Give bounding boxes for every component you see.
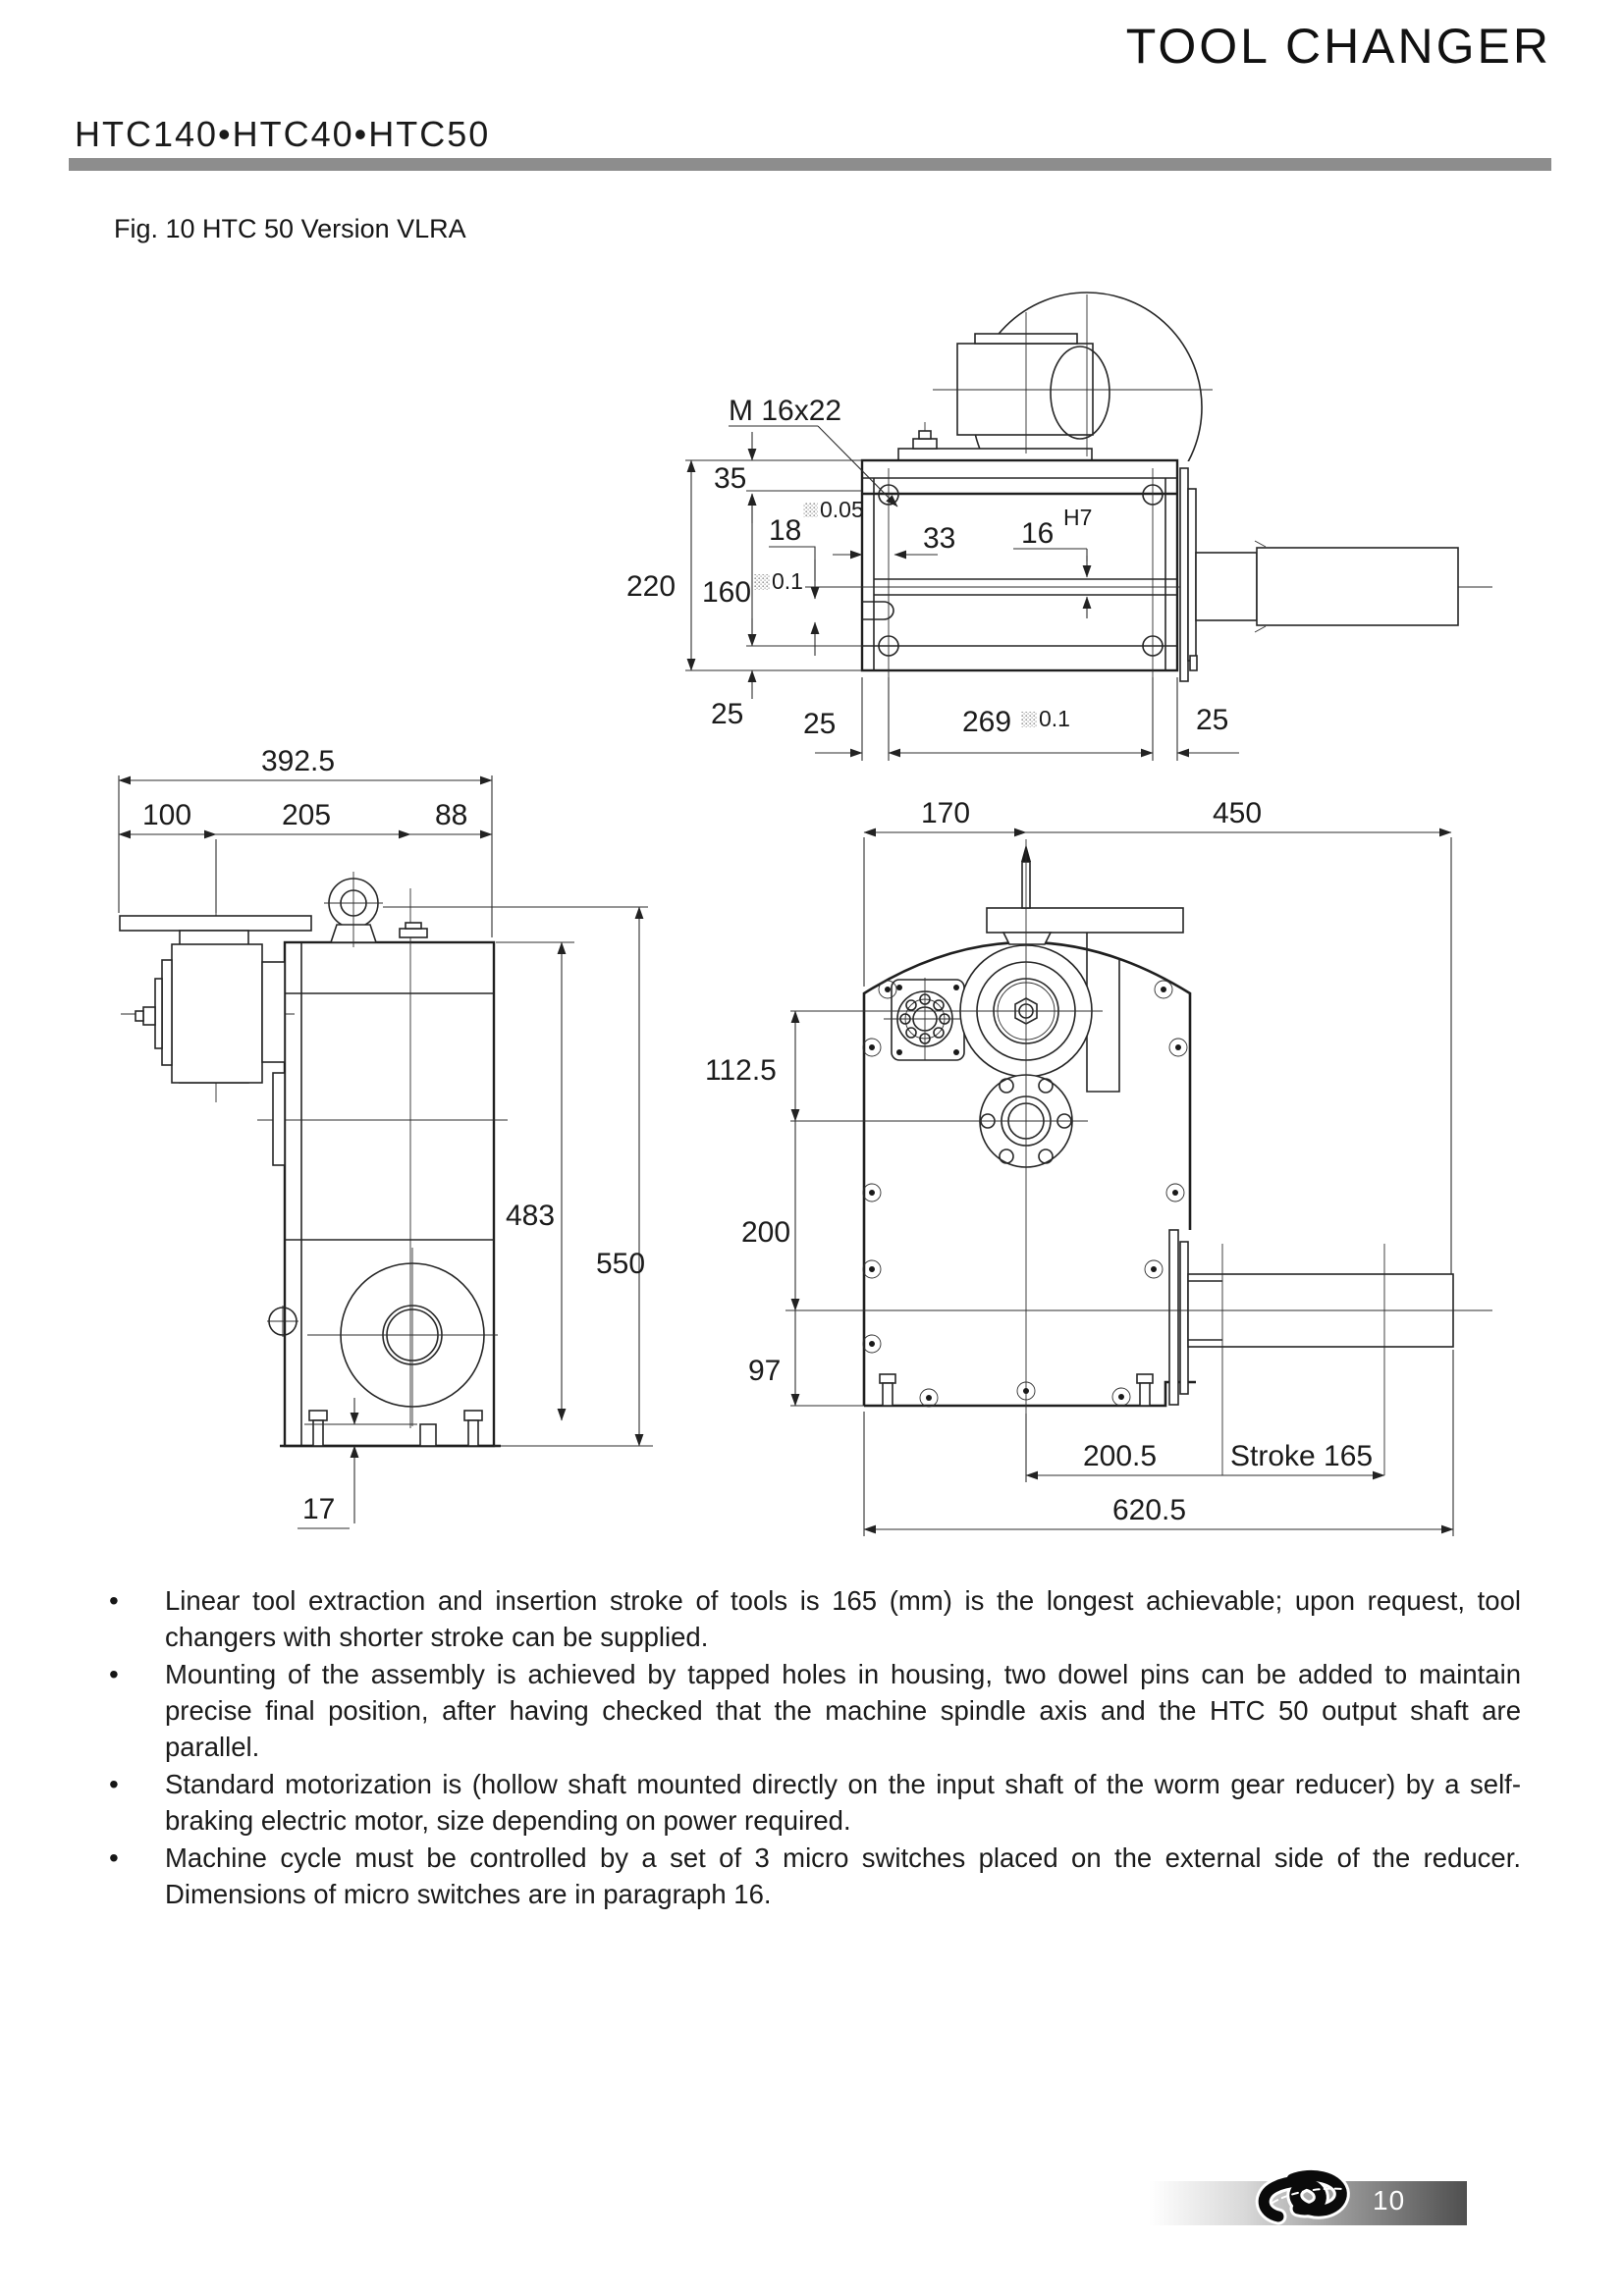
company-logo-icon [1249,2160,1359,2234]
dim-483: 483 [506,1200,556,1232]
dim-269: 269 [962,706,1012,738]
note-text-1: Linear tool extraction and insertion stroke of tools is 165 (mm) is the longest achievable; upon request, tool changers with shorter stroke can be supplied. [165,1585,1521,1652]
view-top [626,293,1492,761]
dim-112: 112.5 [705,1054,777,1087]
dim-269-tol: 0.1 [1039,706,1070,731]
dim-205: 205 [282,799,332,831]
view-side [119,745,653,1528]
dim-25-left: 25 [803,708,837,740]
dim-18: 18 [769,514,802,547]
dim-100: 100 [142,799,192,831]
dim-25-right: 25 [1196,704,1229,736]
note-text-4: Machine cycle must be controlled by a set of 3 micro switches placed on the external side of the reducer. Dimensions of micro switches are in paragraph 16. [165,1842,1521,1909]
bullet-dot: • [109,1585,119,1616]
figure-caption: Fig. 10 HTC 50 Version VLRA [114,214,466,243]
dim-2005: 200.5 [1083,1440,1158,1472]
dim-97: 97 [748,1355,782,1387]
dim-170: 170 [921,797,971,829]
dim-200: 200 [741,1216,791,1249]
dim-33: 33 [923,522,956,555]
bullet-dot: • [109,1659,119,1689]
note-item-2 [101,1656,1521,1765]
bullet-dot: • [109,1769,119,1799]
dim-6205: 620.5 [1112,1494,1187,1526]
notes-list [101,1582,1521,1913]
view-front [705,797,1492,1536]
dim-16-fit: H7 [1063,505,1093,530]
dim-35: 35 [714,462,747,495]
dim-160-tol: 0.1 [772,568,803,594]
model-list: HTC140•HTC40•HTC50 [75,114,491,154]
page-title: TOOL CHANGER [1125,19,1551,74]
dim-160: 160 [702,576,752,609]
note-item-4 [101,1840,1521,1912]
dim-18-tol: 0.05 [820,497,864,522]
dim-16: 16 [1021,517,1055,550]
page-number: 10 [1373,2185,1406,2216]
note-text-2: Mounting of the assembly is achieved by tapped holes in housing, two dowel pins can be added to maintain precise final position, after having checked that the machine spindle axis and the HTC 50 output shaft are parallel. [165,1659,1521,1762]
dim-392: 392.5 [261,745,336,777]
dim-550: 550 [596,1248,646,1280]
dim-17: 17 [302,1493,336,1525]
note-item-3 [101,1766,1521,1839]
dim-thread: M 16x22 [729,395,842,427]
dim-stroke: Stroke 165 [1230,1440,1374,1472]
dim-25-height: 25 [711,698,744,730]
note-text-3: Standard motorization is (hollow shaft mounted directly on the input shaft of the worm gear reducer) by a self-braking electric motor, size depending on power required. [165,1769,1521,1836]
dim-450: 450 [1213,797,1263,829]
dim-220: 220 [626,570,677,603]
bullet-dot: • [109,1842,119,1873]
dim-88: 88 [435,799,468,831]
note-item-1 [101,1582,1521,1655]
